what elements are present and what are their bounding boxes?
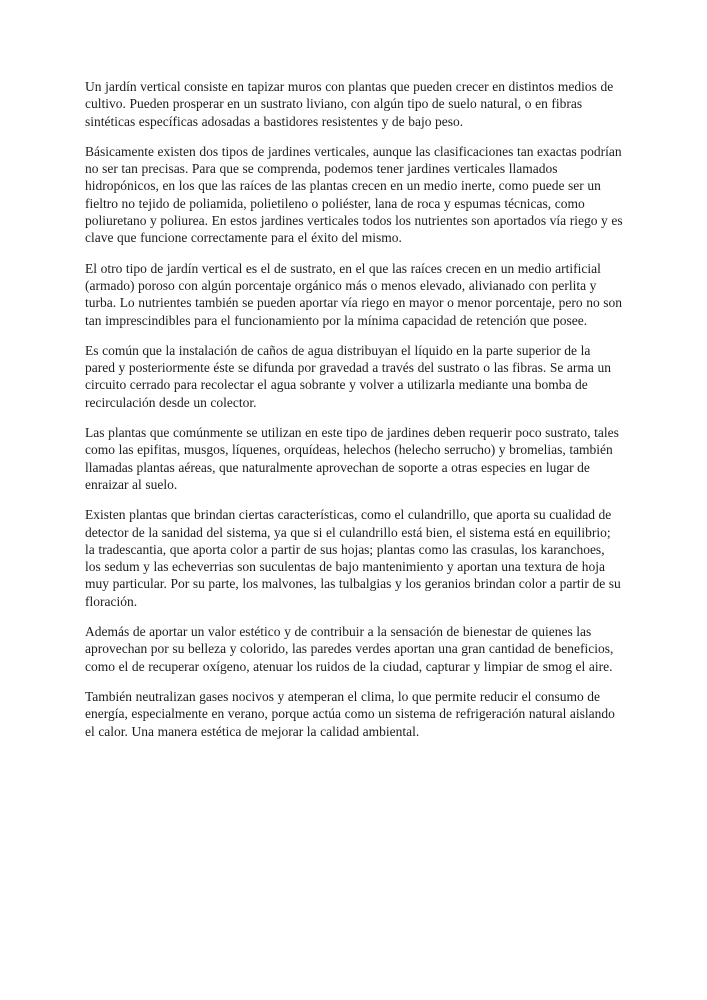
paragraph-intro-definition: Un jardín vertical consiste en tapizar muros con plantas que pueden crecer en distintos medios de cultivo. Pueden prosperar en un sustrato liviano, con algún tipo de suelo natural, o en fibras sintéticas específicas adosadas a bastidores resistentes y de bajo peso. <box>85 79 614 129</box>
paragraph-substrate-type: El otro tipo de jardín vertical es el de sustrato, en el que las raíces crecen en un medio artificial (armado) poroso con algún porcentaje orgánico más o menos elevado, alivianado con perlita y turba. Lo nutrientes también se pueden aportar vía riego en mayor o menor porcentaje, pero no son tan imprescindibles para el funcionamiento por la mínima capacidad de retención que posee. <box>85 260 623 328</box>
paragraph-types-hydroponic: Básicamente existen dos tipos de jardines verticales, aunque las clasificaciones tan exactas podrían no ser tan precisas. Para que se comprenda, podemos tener jardines verticales llamados hidropónicos, en los que las raíces de las plantas crecen en un medio inerte, como puede ser un fieltro no tejido de poliamida, polietileno o poliéster, lana de roca y espumas técnicas, como poliuretano y poliurea. En estos jardines verticales todos los nutrientes son aportados vía riego y es clave que funcione correctamente para el éxito del mismo. <box>85 143 623 246</box>
paragraph-climate-benefits: También neutralizan gases nocivos y atemperan el clima, lo que permite reducir el consumo de energía, especialmente en verano, porque actúa como un sistema de refrigeración natural aislando el calor. Una manera estética de mejorar la calidad ambiental. <box>85 688 615 739</box>
paragraph-suitable-plants: Las plantas que comúnmente se utilizan en este tipo de jardines deben requerir poco sustrato, tales como las epifitas, musgos, líquenes, orquídeas, helechos (helecho serrucho) y bromelias, también llamadas plantas aéreas, que naturalmente aprovechan de soporte a otras especies en lugar de enraizar al suelo. <box>85 425 619 492</box>
paragraph-irrigation-system: Es común que la instalación de caños de agua distribuyan el líquido en la parte superior de la pared y posteriormente éste se difunda por gravedad a través del sustrato o las fibras. Se arma un circuito cerrado para recolectar el agua sobrante y volver a utilizarla mediante una bomba de recirculación desde un colector. <box>85 342 611 410</box>
paragraph-benefits: Además de aportar un valor estético y de contribuir a la sensación de bienestar de quienes las aprovechan por su belleza y colorido, las paredes verdes aportan una gran cantidad de beneficios, como el de recuperar oxígeno, atenuar los ruidos de la ciudad, capturar y limpiar de smog el aire. <box>85 624 614 674</box>
paragraph-plant-characteristics: Existen plantas que brindan ciertas características, como el culandrillo, que aporta su cualidad de detector de la sanidad del sistema, ya que si el culandrillo está bien, el sistema está en equilibrio; la tradescantia, que aporta color a partir de sus hojas; plantas como las crasulas, los karanchoes, los sedum y las echeverrias son suculentas de bajo mantenimiento y aportan una textura de hoja muy particular. Por su parte, los malvones, las tulbalgias y los geranios brindan color a partir de su floración. <box>85 507 621 609</box>
